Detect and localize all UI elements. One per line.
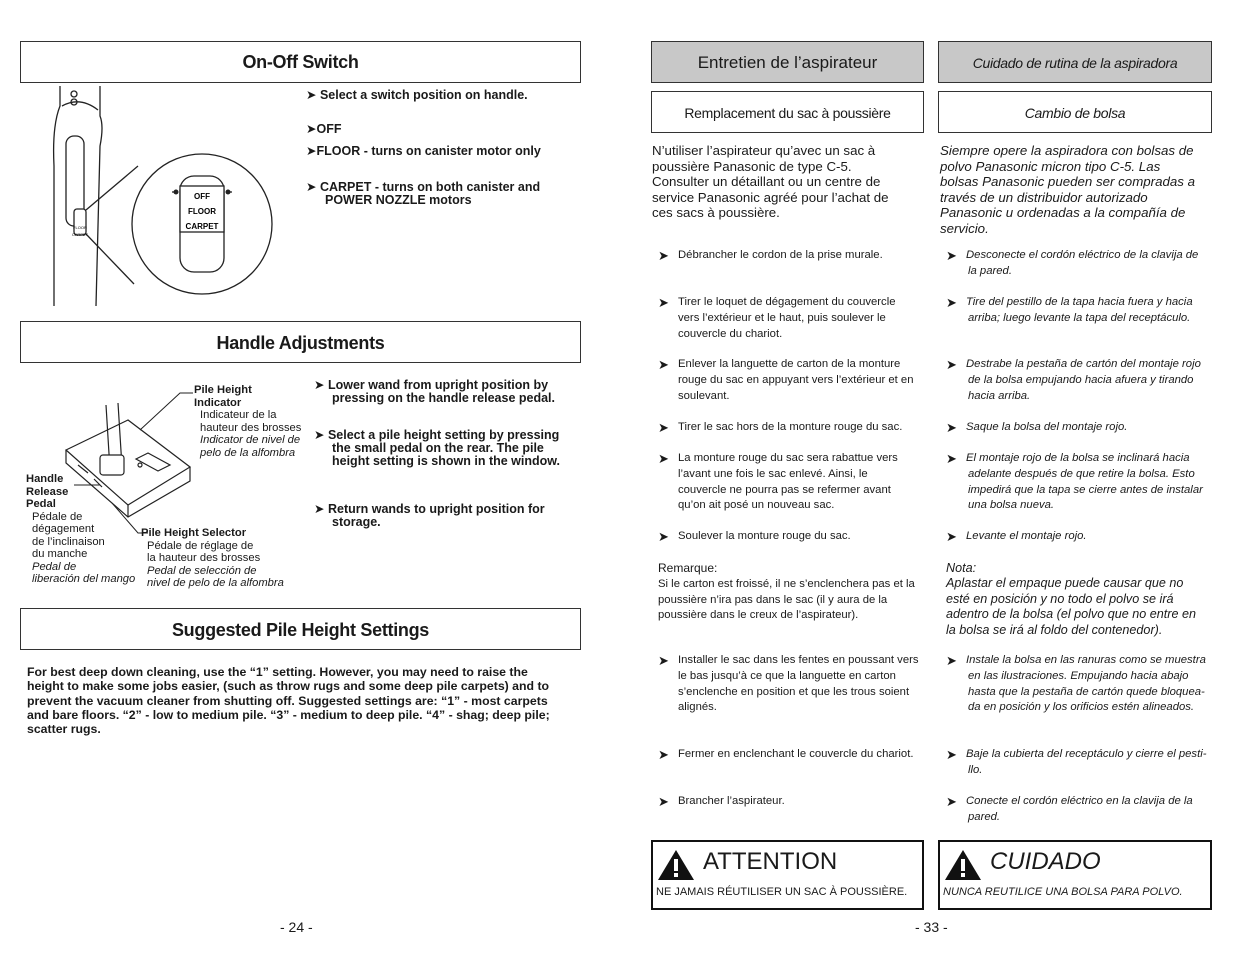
fr-note: Remarque: Si le carton est froissé, il ne s’enclenchera pas et la poussière n’ira pas dans le sac (il y aura de la poussière dans le creux de l’aspirateur).: [658, 561, 915, 622]
release-pedal-label: Handle Release Pedal Pédale de dégagement de l’inclinaison du manche Pedal de liberación del mango: [26, 473, 136, 585]
fr-header-title: Entretien de l’aspirateur: [697, 53, 878, 72]
page-number-right: - 33 -: [915, 919, 948, 935]
arrowhead-bullet-icon: ➤: [306, 88, 317, 102]
es-step-1: ➤ Desconecte el cordón eléctrico de la clavija de la pared.: [946, 248, 1199, 277]
es-step-6: ➤ Levante el montaje rojo.: [946, 529, 1087, 544]
switch-label-off: OFF: [194, 192, 210, 201]
fr-subheader: [651, 91, 924, 133]
fr-step-7: ➤ Installer le sac dans les fentes en poussant vers le bas jusqu’à ce que la languette en carton s’enclenche en position et que les trous soient alignés.: [658, 653, 919, 714]
arrowhead-bullet-icon: ➤: [314, 502, 325, 516]
onoff-carpet: ➤ CARPET - turns on both canister and POWER NOZZLE motors: [306, 180, 541, 207]
arrowhead-bullet-icon: ➤: [946, 451, 957, 466]
suggested-title: Suggested Pile Height Settings: [171, 620, 430, 640]
fr-step-6: ➤ Soulever la monture rouge du sac.: [658, 529, 851, 544]
es-step-3: ➤ Destrabe la pestaña de cartón del montaje rojo de la bolsa empujando hacia afuera y tirando hacia arriba.: [946, 357, 1201, 402]
arrowhead-bullet-icon: ➤: [946, 420, 957, 435]
arrowhead-bullet-icon: ➤: [314, 428, 325, 442]
es-step-9: ➤ Conecte el cordón eléctrico en la clavija de la pared.: [946, 794, 1193, 823]
suggested-header: [20, 608, 581, 650]
onoff-title: On-Off Switch: [242, 52, 359, 72]
warning-triangle-icon: [657, 848, 695, 882]
page-number-left: - 24 -: [280, 919, 313, 935]
es-warning-title: CUIDADO: [990, 848, 1101, 875]
fr-step-5: ➤ La monture rouge du sac sera rabattue vers l’avant une fois le sac enlevé. Ainsi, le couvercle ne pourra pas se refermer avant qu’on ait posé un nouveau sac.: [658, 451, 898, 512]
onoff-select: ➤ Select a switch position on handle.: [306, 88, 528, 102]
arrowhead-bullet-icon: ➤: [658, 747, 669, 762]
arrowhead-bullet-icon: ➤: [658, 357, 669, 372]
es-warning-text: NUNCA REUTILICE UNA BOLSA PARA POLVO.: [943, 886, 1183, 898]
onoff-header: [20, 41, 581, 83]
arrowhead-bullet-icon: ➤: [946, 248, 957, 263]
arrowhead-bullet-icon: ➤: [946, 653, 957, 668]
arrowhead-bullet-icon: ➤: [306, 180, 317, 194]
es-step-7: ➤ Instale la bolsa en las ranuras como se muestra en las ilustraciones. Empujando hacia abajo hasta que la pestaña de cartón quede bloquea- da en posición y los orificios estén alineados.: [946, 653, 1206, 714]
es-subheader-title: Cambio de bolsa: [1024, 105, 1126, 121]
fr-warning-text: NE JAMAIS RÉUTILISER UN SAC À POUSSIÈRE.: [656, 886, 908, 898]
pile-indicator-label: Pile Height Indicator Indicateur de la hauteur des brosses Indicator de nivel de pelo de la alfombra: [194, 384, 302, 459]
es-header-title: Cuidado de rutina de la aspiradora: [972, 55, 1178, 71]
fr-intro: N’utiliser l’aspirateur qu’avec un sac à poussière Panasonic de type C-5. Consulter un détaillant ou un centre de service Panasonic agréé pour l’achat de ces sacs à poussière.: [652, 143, 889, 220]
es-step-4: ➤ Saque la bolsa del montaje rojo.: [946, 420, 1128, 435]
onoff-floor: ➤FLOOR - turns on canister motor only: [306, 144, 541, 158]
es-warning-box: [938, 840, 1212, 910]
handle-step-1: ➤ Lower wand from upright position by pressing on the handle release pedal.: [314, 378, 555, 405]
arrowhead-bullet-icon: ➤: [658, 529, 669, 544]
fr-step-1: ➤ Débrancher le cordon de la prise murale.: [658, 248, 883, 263]
arrowhead-bullet-icon: ➤: [314, 378, 325, 392]
fr-step-8: ➤ Fermer en enclenchant le couvercle du chariot.: [658, 747, 914, 762]
fr-warning-title: ATTENTION: [703, 848, 838, 875]
fr-header: [651, 41, 924, 83]
warning-triangle-icon: [944, 848, 982, 882]
handle-step-2: ➤ Select a pile height setting by pressing the small pedal on the rear. The pile height setting is shown in the window.: [314, 428, 561, 468]
es-step-5: ➤ El montaje rojo de la bolsa se inclinará hacia adelante después de que retire la bolsa. Esto impedirá que la tapa se cierre antes de instalar una bolsa nueva.: [946, 451, 1203, 512]
arrowhead-bullet-icon: ➤: [658, 451, 669, 466]
mini-label-floor: FLOOR: [73, 225, 87, 230]
fr-step-3: ➤ Enlever la languette de carton de la monture rouge du sac en appuyant vers l’extérieur et en soulevant.: [658, 357, 914, 402]
handle-step-3: ➤ Return wands to upright position for storage.: [314, 502, 545, 529]
mini-label-carpet: CARPET: [71, 232, 89, 237]
arrowhead-bullet-icon: ➤: [946, 529, 957, 544]
handle-title: Handle Adjustments: [216, 333, 385, 353]
fr-step-9: ➤ Brancher l’aspirateur.: [658, 794, 785, 809]
arrowhead-bullet-icon: ➤: [946, 747, 957, 762]
arrowhead-bullet-icon: ➤: [658, 420, 669, 435]
fr-warning-box: [651, 840, 924, 910]
arrowhead-bullet-icon: ➤: [946, 295, 957, 310]
arrowhead-bullet-icon: ➤: [658, 248, 669, 263]
switch-label-floor: FLOOR: [188, 207, 216, 216]
pile-selector-label: Pile Height Selector Pédale de réglage de la hauteur des brosses Pedal de selección de nivel de pelo de la alfombra: [141, 527, 284, 589]
arrowhead-bullet-icon: ➤: [946, 794, 957, 809]
handle-header: [20, 321, 581, 363]
fr-subheader-title: Remplacement du sac à poussière: [684, 105, 891, 121]
arrowhead-bullet-icon: ➤: [946, 357, 957, 372]
onoff-off: ➤OFF: [306, 122, 342, 136]
handle-switch-illustration: [40, 86, 280, 306]
es-note: Nota: Aplastar el empaque puede causar que no esté en posición y no todo el polvo se irá adentro de la bolsa (el polvo que no entre en la bolsa se irá al foldo del contenedor).: [946, 561, 1196, 637]
arrowhead-bullet-icon: ➤: [658, 295, 669, 310]
es-step-2: ➤ Tire del pestillo de la tapa hacia fuera y hacia arriba; luego levante la tapa del receptáculo.: [946, 295, 1193, 324]
es-step-8: ➤ Baje la cubierta del receptáculo y cierre el pesti- llo.: [946, 747, 1207, 776]
suggested-paragraph: For best deep down cleaning, use the “1” setting. However, you may need to raise the height to make some jobs easier, (such as throw rugs and some deep pile carpets) and to prevent the vacuum cleaner from shutting off. Suggested settings are: “1” - most carpets and bare floors. “2” - low to medium pile. “3” - medium to deep pile. “4” - shag; deep pile; scatter rugs.: [27, 665, 550, 737]
arrowhead-bullet-icon: ➤: [658, 794, 669, 809]
fr-step-4: ➤ Tirer le sac hors de la monture rouge du sac.: [658, 420, 903, 435]
arrowhead-bullet-icon: ➤: [306, 144, 317, 158]
fr-step-2: ➤ Tirer le loquet de dégagement du couvercle vers l’extérieur et le haut, puis soulever le couvercle du chariot.: [658, 295, 896, 340]
arrowhead-bullet-icon: ➤: [658, 653, 669, 668]
arrowhead-bullet-icon: ➤: [306, 122, 317, 136]
es-intro: Siempre opere la aspiradora con bolsas de polvo Panasonic micron tipo C-5. Las bolsas Panasonic pueden ser compradas a través de un distribuidor autorizado Panasonic u ordenadas a la compañía de servicio.: [940, 143, 1196, 236]
switch-label-carpet: CARPET: [185, 222, 219, 231]
es-header: [938, 41, 1212, 83]
es-subheader: [938, 91, 1212, 133]
